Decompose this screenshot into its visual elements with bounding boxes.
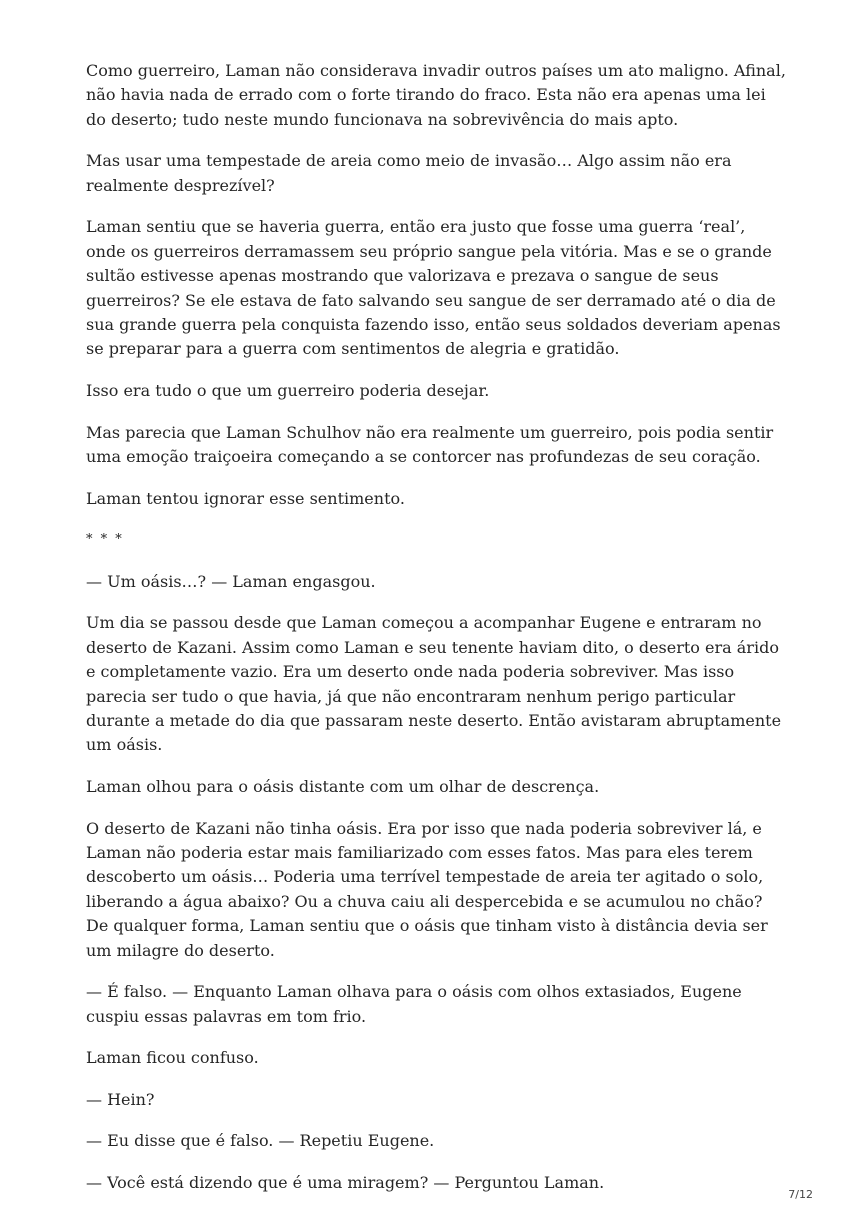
paragraph: Como guerreiro, Laman não considerava invadir outros países um ato maligno. Afinal, não havia nada de errado com o forte tirando do fraco. Esta não era apenas uma lei do deserto; tudo neste mundo funcionava na sobrevivência do mais apto.	[86, 61, 786, 129]
scene-separator: * * *	[86, 532, 124, 548]
page-number: 7/12	[788, 1188, 813, 1201]
paragraph: Laman ficou confuso.	[86, 1048, 259, 1068]
paragraph: — Hein?	[86, 1089, 155, 1109]
paragraph: Laman sentiu que se haveria guerra, então era justo que fosse uma guerra ‘real’, onde os guerreiros derramassem seu próprio sangue pela vitória. Mas e se o grande sultão estivesse apenas mostrando que valorizava e prezava o sangue de seus guerreiros? Se ele estava de fato salvando seu sangue de ser derramado até o dia de sua grande guerra pela conquista fazendo isso, então seus soldados deveriam apenas se preparar para a guerra com sentimentos de alegria e gratidão.	[86, 217, 781, 359]
paragraph: Mas parecia que Laman Schulhov não era realmente um guerreiro, pois podia sentir uma emoção traiçoeira começando a se contorcer nas profundezas de seu coração.	[86, 422, 774, 467]
paragraph: — Você está dizendo que é uma miragem? — Perguntou Laman.	[86, 1173, 605, 1193]
document-body	[86, 59, 786, 1213]
paragraph: — Um oásis…? — Laman engasgou.	[86, 571, 376, 591]
paragraph: Laman tentou ignorar esse sentimento.	[86, 488, 405, 508]
paragraph: Um dia se passou desde que Laman começou a acompanhar Eugene e entraram no deserto de Kazani. Assim como Laman e seu tenente haviam dito, o deserto era árido e completamente vazio. Era um deserto onde nada poderia sobreviver. Mas isso parecia ser tudo o que havia, já que não encontraram nenhum perigo particular durante a metade do dia que passaram neste deserto. Então avistaram abruptamente um oásis.	[86, 613, 782, 755]
paragraph: Isso era tudo o que um guerreiro poderia desejar.	[86, 381, 490, 401]
paragraph: — É falso. — Enquanto Laman olhava para o oásis com olhos extasiados, Eugene cuspiu essas palavras em tom frio.	[86, 982, 742, 1026]
paragraph: O deserto de Kazani não tinha oásis. Era por isso que nada poderia sobreviver lá, e Laman não poderia estar mais familiarizado com esses fatos. Mas para eles terem descoberto um oásis… Poderia uma terrível tempestade de areia ter agitado o solo, liberando a água abaixo? Ou a chuva caiu ali despercebida e se acumulou no chão? De qualquer forma, Laman sentiu que o oásis que tinham visto à distância devia ser um milagre do deserto.	[86, 818, 768, 960]
paragraph: — Eu disse que é falso. — Repetiu Eugene.	[86, 1131, 435, 1151]
paragraph: Laman olhou para o oásis distante com um olhar de descrença.	[86, 777, 600, 797]
paragraph: Mas usar uma tempestade de areia como meio de invasão… Algo assim não era realmente desprezível?	[86, 151, 732, 195]
